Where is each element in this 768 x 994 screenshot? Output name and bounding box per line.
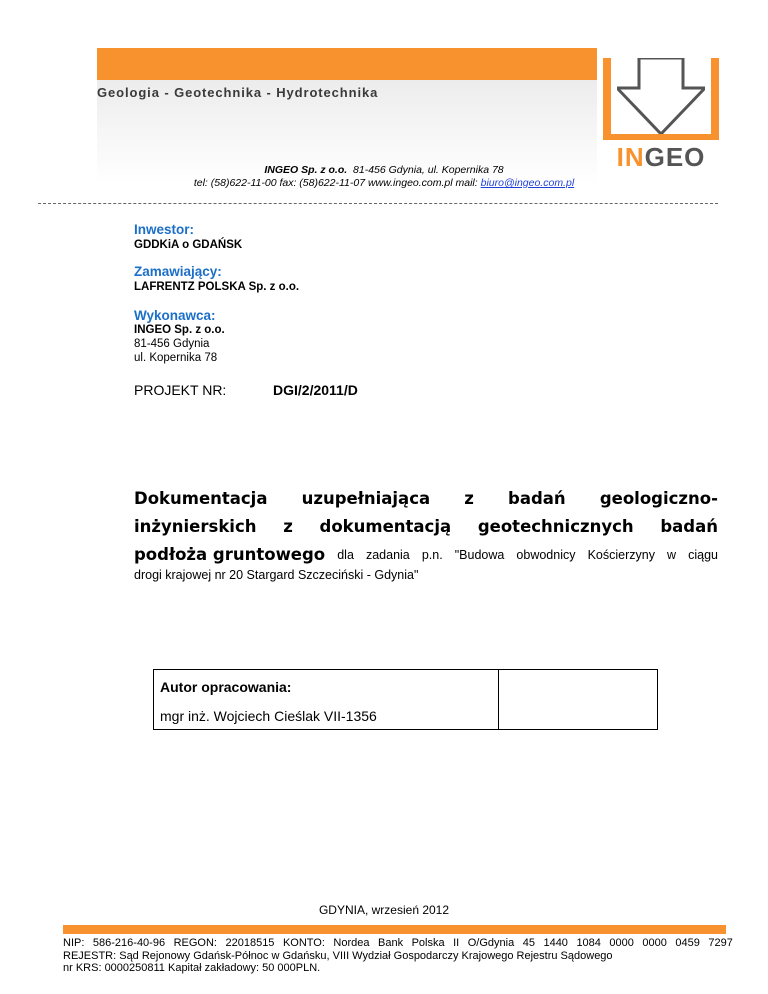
footer-word: 1084 bbox=[576, 937, 601, 949]
footer-word: 7297 bbox=[708, 937, 733, 949]
title-word: uzupełniająca bbox=[301, 489, 431, 508]
company-name: INGEO Sp. z o.o. bbox=[264, 164, 348, 176]
company-street: 81-456 Gdynia, ul. Kopernika 78 bbox=[353, 164, 504, 176]
place-date: GDYNIA, wrzesień 2012 bbox=[318, 903, 450, 917]
title-word: w bbox=[667, 548, 677, 562]
document-title bbox=[134, 485, 718, 584]
author-cell bbox=[154, 670, 499, 729]
contractor-label: Wykonawca: bbox=[134, 308, 216, 323]
header-tagline: Geologia - Geotechnika - Hydrotechnika bbox=[97, 85, 379, 100]
footer-word: 0459 bbox=[675, 937, 700, 949]
project-number: DGI/2/2011/D bbox=[273, 382, 358, 398]
footer-word: NIP: bbox=[63, 937, 85, 949]
client-label: Zamawiający: bbox=[134, 264, 222, 279]
title-line-3 bbox=[134, 541, 718, 569]
logo-frame bbox=[603, 58, 719, 140]
footer-line-1 bbox=[63, 937, 733, 950]
title-word: inżynierskich bbox=[134, 517, 257, 536]
title-line-2 bbox=[134, 513, 718, 541]
company-address bbox=[0, 164, 768, 176]
down-arrow-icon bbox=[617, 58, 705, 134]
contractor-name: INGEO Sp. z o.o. bbox=[134, 324, 225, 336]
author-label: Autor opracowania: bbox=[160, 679, 292, 695]
logo-wordmark: INGEO bbox=[616, 142, 706, 172]
footer-word: Bank bbox=[378, 937, 404, 949]
title-word: z bbox=[464, 489, 474, 508]
header-divider bbox=[38, 203, 718, 204]
footer-line-3: nr KRS: 0000250811 Kapitał zakładowy: 50 000PLN. bbox=[63, 962, 321, 974]
title-word: geotechnicznych bbox=[477, 517, 634, 536]
investor-label: Inwestor: bbox=[134, 222, 195, 237]
email-link[interactable]: biuro@ingeo.com.pl bbox=[480, 177, 575, 189]
author-table bbox=[153, 669, 658, 730]
footer-registration bbox=[63, 937, 733, 975]
company-contacts bbox=[0, 177, 768, 189]
title-word: ciągu bbox=[688, 548, 718, 562]
footer-orange-bar bbox=[63, 925, 726, 934]
footer-word: 45 bbox=[522, 937, 535, 949]
title-word: geologiczno- bbox=[599, 489, 718, 508]
footer-word: Nordea bbox=[333, 937, 370, 949]
title-word: dla bbox=[337, 548, 354, 562]
footer-word: 0000 bbox=[609, 937, 634, 949]
investor-name: GDDKiA o GDAŃSK bbox=[134, 239, 243, 251]
footer-word: Polska bbox=[411, 937, 445, 949]
title-line-1 bbox=[134, 485, 718, 513]
project-label: PROJEKT NR: bbox=[134, 382, 227, 398]
title-line-4: drogi krajowej nr 20 Stargard Szczeciński - Gdynia" bbox=[134, 568, 419, 582]
footer-line-2: REJESTR: Sąd Rejonowy Gdańsk-Północ w Gdańsku, VIII Wydział Gospodarczy Krajowego Rejestru Sądowego bbox=[63, 949, 613, 962]
title-word: "Budowa bbox=[454, 548, 505, 562]
contractor-city: 81-456 Gdynia bbox=[134, 338, 210, 350]
contact-numbers: tel: (58)622-11-00 fax: (58)622-11-07 www.ingeo.com.pl mail: bbox=[193, 177, 481, 189]
title-word: Dokumentacja bbox=[134, 489, 268, 508]
client-name: LAFRENTZ POLSKA Sp. z o.o. bbox=[134, 281, 300, 293]
title-word: badań bbox=[660, 517, 718, 536]
footer-word: 1440 bbox=[543, 937, 568, 949]
footer-word: 0000 bbox=[642, 937, 667, 949]
title-word: z bbox=[283, 517, 293, 536]
footer-word: O/Gdynia bbox=[467, 937, 515, 949]
title-word: badań bbox=[508, 489, 566, 508]
title-word: obwodnicy bbox=[516, 548, 576, 562]
contractor-street: ul. Kopernika 78 bbox=[134, 352, 218, 364]
contractor-details bbox=[134, 323, 225, 365]
title-word: Kościerzyny bbox=[587, 548, 655, 562]
footer-word: REGON: bbox=[173, 937, 217, 949]
author-name: mgr inż. Wojciech Cieślak VII-1356 bbox=[160, 708, 377, 724]
title-word: zadania bbox=[365, 548, 410, 562]
title-word: p.n. bbox=[421, 548, 443, 562]
footer-word: KONTO: bbox=[282, 937, 325, 949]
footer-word: II bbox=[453, 937, 460, 949]
footer-word: 586-216-40-96 bbox=[92, 937, 166, 949]
title-word: dokumentacją bbox=[319, 517, 452, 536]
title-bold-phrase: podłoża gruntowego bbox=[134, 545, 326, 564]
footer-word: 22018515 bbox=[225, 937, 275, 949]
